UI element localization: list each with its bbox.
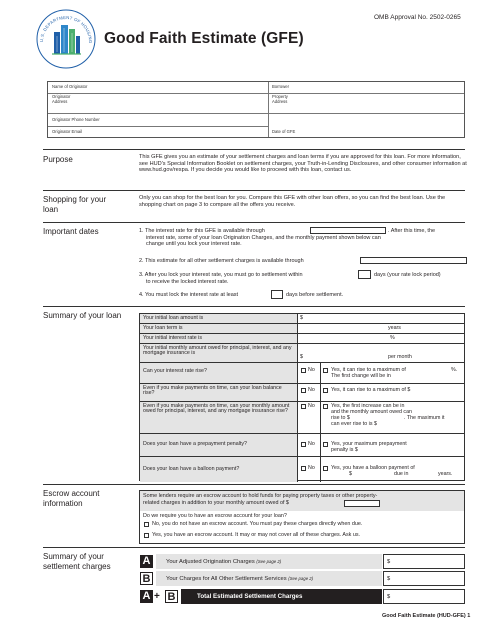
due-in-text: due in: [394, 471, 409, 477]
escrow-text-2: related charges in addition to your monthly amount owed of $: [143, 500, 289, 506]
date-item-1-text-c: interest rate, some of your loan Origination Charges, and the monthly payment shown below can: [146, 234, 381, 241]
rate-rise-no-checkbox[interactable]: [301, 368, 306, 373]
rise-to-text: rise to $: [331, 415, 350, 421]
hud-seal-logo: [35, 8, 97, 70]
table-row: [140, 314, 464, 324]
balance-rise-question: Even if you make payments on time, can your loan balance rise?: [140, 384, 298, 401]
loan-term-field[interactable]: [300, 324, 464, 333]
date-item-1-text-d: change until you lock your interest rate.: [146, 241, 242, 247]
monthly-rise-no-checkbox[interactable]: [301, 404, 306, 409]
shopping-text: Only you can shop for the best loan for you. Compare this GFE with other loan offers, so you can find the best loan. Use the shopping chart on page 3 to compare all the offers you receive.: [139, 195, 446, 208]
escrow-option-no: No, you do not have an escrow account. You must pay these charges directly when due.: [152, 521, 363, 527]
table-row: [140, 334, 464, 344]
total-settlement-label: Total Estimated Settlement Charges: [181, 589, 382, 604]
percent-unit: %.: [451, 367, 458, 373]
initial-loan-amount-label: Your initial loan amount is: [140, 314, 298, 323]
no-label: No: [308, 465, 315, 471]
settlement-summary-heading: Summary of your settlement charges: [43, 552, 111, 571]
first-increase-text: Yes, the first increase can be in: [331, 403, 405, 409]
balance-rise-no-checkbox[interactable]: [301, 388, 306, 393]
rate-rise-yes-checkbox[interactable]: [323, 368, 328, 373]
section-rule: [43, 149, 465, 150]
loan-summary-table: [139, 313, 465, 481]
important-dates-heading: Important dates: [43, 227, 99, 236]
no-label: No: [308, 387, 315, 393]
escrow-yes-checkbox[interactable]: [144, 533, 149, 538]
date-item-3-text-b: days (your rate lock period): [374, 272, 441, 278]
can-ever-rise-text: can ever rise to is $: [331, 421, 377, 427]
escrow-option-yes: Yes, you have an escrow account. It may or may not cover all of these charges. Ask us.: [152, 532, 361, 538]
other-services-text: Your Charges for All Other Settlement Services: [166, 576, 287, 582]
plus-sign: +: [154, 591, 160, 602]
rate-rise-max-text: Yes, it can rise to a maximum of: [331, 367, 406, 373]
table-row: [140, 457, 464, 482]
name-of-originator-field[interactable]: Name of Originator: [52, 84, 88, 89]
purpose-text: This GFE gives you an estimate of your settlement charges and loan terms if you are approved for this loan. For more information, see HUD's Special Information Booklet on settlement charges, your Truth-in-Lending Disclosures, and other consumer information at www.hud.gov/respa. If you decide you would like to proceed with this loan, contact us.: [139, 154, 467, 174]
escrow-box: [139, 490, 465, 544]
adjusted-origination-text: Your Adjusted Origination Charges: [166, 559, 255, 565]
balance-rise-yes-checkbox[interactable]: [323, 388, 328, 393]
loan-summary-heading: Summary of your loan: [43, 311, 122, 320]
dollar-sign: $: [387, 559, 391, 565]
rate-rise-question: Can your interest rate rise?: [140, 363, 298, 383]
first-change-text: The first change will be in: [331, 373, 391, 379]
dollar-sign: $: [300, 354, 303, 360]
letter-a-badge: A: [140, 555, 153, 568]
date-item-1-text: 1. The interest rate for this GFE is available through: [139, 228, 265, 234]
section-rule: [43, 306, 465, 307]
total-settlement-row: [181, 589, 465, 604]
percent-unit: %: [390, 335, 395, 341]
table-row: [140, 402, 464, 434]
table-row: [140, 434, 464, 457]
balloon-payment-question: Does your loan have a balloon payment?: [140, 457, 298, 482]
section-rule: [43, 222, 465, 223]
rate-rise-answer: [300, 363, 464, 383]
see-page-note: (See page 2): [256, 559, 282, 564]
date-of-gfe-field[interactable]: Date of GFE: [272, 129, 296, 134]
originator-phone-field[interactable]: Originator Phone Number: [52, 117, 100, 122]
monthly-amount-label: Your initial monthly amount owed for principal, interest, and any mortgage insurance is: [140, 344, 298, 362]
adjusted-origination-value-field[interactable]: [383, 554, 465, 569]
balance-rise-answer: [300, 384, 464, 401]
total-settlement-value-field[interactable]: [383, 589, 465, 604]
date-item-1-text-b: . After this time, the: [388, 228, 436, 234]
prepayment-yes-checkbox[interactable]: [323, 442, 328, 447]
adjusted-origination-label: [156, 554, 382, 569]
initial-interest-rate-field[interactable]: [300, 334, 464, 343]
escrow-no-checkbox[interactable]: [144, 522, 149, 527]
originator-email-field[interactable]: Originator Email: [52, 129, 83, 134]
prepayment-penalty-answer: [300, 434, 464, 456]
section-rule: [43, 547, 465, 548]
other-services-row: [156, 571, 465, 586]
answer-divider: [320, 363, 321, 383]
originator-box-line: [48, 93, 464, 94]
initial-loan-amount-field[interactable]: [300, 314, 464, 323]
property-address-field[interactable]: Property Address: [272, 94, 288, 104]
letter-b-badge: B: [140, 572, 153, 585]
escrow-question: Do we require you to have an escrow account for your loan?: [143, 513, 287, 519]
lock-before-days-field[interactable]: [271, 290, 283, 299]
loan-term-label: Your loan term is: [140, 324, 298, 333]
originator-info-box: [47, 81, 465, 138]
balloon-no-checkbox[interactable]: [301, 466, 306, 471]
balloon-yes-checkbox[interactable]: [323, 466, 328, 471]
dollar-sign: $: [387, 576, 391, 582]
no-label: No: [308, 441, 315, 447]
date-item-2-text: 2. This estimate for all other settlement charges is available through: [139, 258, 304, 264]
prepayment-no-checkbox[interactable]: [301, 442, 306, 447]
escrow-monthly-amount-field[interactable]: [344, 500, 380, 507]
letter-b-total-badge: B: [165, 590, 178, 603]
table-row: [140, 363, 464, 384]
monthly-amount-field[interactable]: [300, 344, 464, 362]
balloon-amount-text: Yes, you have a balloon payment of: [331, 465, 415, 471]
originator-box-divider: [268, 82, 269, 137]
answer-divider: [320, 434, 321, 456]
dollar-sign: $: [300, 315, 303, 321]
answer-divider: [320, 384, 321, 401]
charges-available-date-field[interactable]: [360, 257, 467, 264]
monthly-rise-yes-checkbox[interactable]: [323, 404, 328, 409]
borrower-field[interactable]: Borrower: [272, 84, 289, 89]
other-services-label: [156, 571, 382, 586]
other-services-value-field[interactable]: [383, 571, 465, 586]
dollar-sign: $: [387, 594, 391, 600]
escrow-heading: Escrow account information: [43, 489, 100, 508]
letter-a-total-badge: A: [140, 590, 153, 603]
page-footer: Good Faith Estimate (HUD-GFE) 1: [382, 613, 471, 619]
answer-divider: [320, 402, 321, 433]
table-row: [140, 324, 464, 334]
monthly-amount-can-text: and the monthly amount owed can: [331, 409, 412, 415]
omb-approval-number: OMB Approval No. 2502-0265: [374, 14, 461, 21]
penalty-is-text: penalty is $: [331, 447, 358, 453]
initial-interest-rate-label: Your initial interest rate is: [140, 334, 298, 343]
originator-box-line: [48, 113, 464, 114]
date-item-3-text: 3. After you lock your interest rate, you must go to settlement within: [139, 272, 303, 278]
prepayment-penalty-question: Does your loan have a prepayment penalty?: [140, 434, 298, 456]
monthly-rise-question: Even if you make payments on time, can your monthly amount owed for principal, interest, and any mortgage insurance rise?: [140, 402, 298, 433]
table-row: [140, 344, 464, 363]
dollar-sign: $: [349, 471, 352, 477]
max-prepayment-text: Yes, your maximum prepayment: [331, 441, 407, 447]
seal-text: U.S. DEPARTMENT OF HOUSING: [38, 14, 94, 44]
date-item-4-text-b: days before settlement.: [286, 292, 344, 298]
monthly-rise-answer: [300, 402, 464, 433]
balloon-payment-answer: [300, 457, 464, 482]
originator-box-line: [48, 126, 268, 127]
date-item-4-text: 4. You must lock the interest rate at least: [139, 292, 239, 298]
no-label: No: [308, 367, 315, 373]
originator-address-field[interactable]: Originator Address: [52, 94, 71, 104]
rate-lock-days-field[interactable]: [358, 270, 371, 279]
page-title: Good Faith Estimate (GFE): [104, 30, 304, 47]
balance-rise-max-text: Yes, it can rise to a maximum of $: [331, 387, 411, 393]
purpose-heading: Purpose: [43, 155, 73, 164]
rate-available-date-field[interactable]: [310, 227, 386, 234]
no-label: No: [308, 403, 315, 409]
section-rule: [43, 484, 465, 485]
see-page-note: (See page 2): [288, 576, 314, 581]
shopping-heading: Shopping for your loan: [43, 195, 107, 214]
escrow-text-1: Some lenders require an escrow account to hold funds for paying property taxes or other property-: [143, 493, 378, 499]
section-rule: [43, 190, 465, 191]
per-month-unit: per month: [388, 354, 412, 360]
years-unit: years.: [438, 471, 453, 477]
years-unit: years: [388, 325, 401, 331]
adjusted-origination-row: [156, 554, 465, 569]
table-row: [140, 384, 464, 402]
date-item-3-text-c: to receive the locked interest rate.: [146, 279, 229, 285]
maximum-it-text: . The maximum it: [404, 415, 445, 421]
answer-divider: [320, 457, 321, 482]
